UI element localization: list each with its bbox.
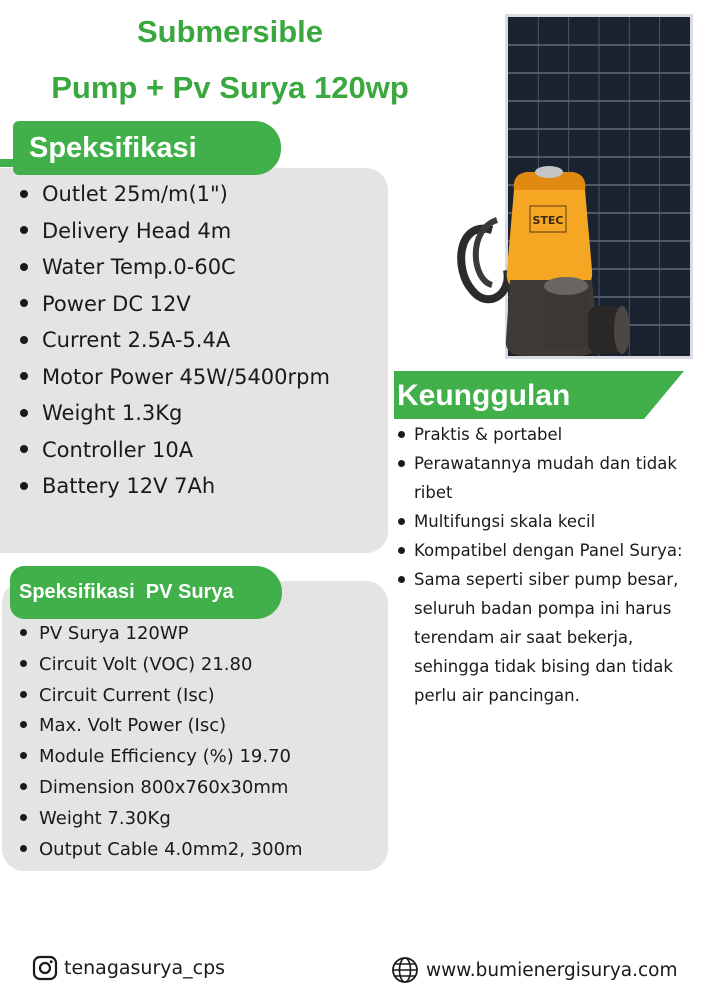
list-item: Water Temp.0-60C <box>16 249 330 286</box>
bullet-icon <box>398 460 405 467</box>
bullet-icon <box>20 226 28 234</box>
spec-list <box>16 176 330 505</box>
pump-image <box>452 160 632 370</box>
bullet-icon <box>20 721 27 728</box>
list-item: Current 2.5A-5.4A <box>16 322 330 359</box>
bullet-icon <box>20 445 28 453</box>
pv-spec-heading: Speksifikasi PV Surya <box>10 566 282 619</box>
list-item: Dimension 800x760x30mm <box>16 773 303 804</box>
bullet-icon <box>20 660 27 667</box>
instagram-link[interactable] <box>32 955 225 981</box>
bullet-icon <box>20 814 27 821</box>
website-url: www.bumienergisurya.com <box>426 959 678 981</box>
spec-header-tick <box>0 159 13 167</box>
spec-heading: Speksifikasi <box>13 121 281 175</box>
bullet-icon <box>20 629 27 636</box>
globe-icon <box>390 955 420 985</box>
list-item: Outlet 25m/m(1") <box>16 176 330 213</box>
list-item: Motor Power 45W/5400rpm <box>16 359 330 396</box>
bullet-icon <box>20 482 28 490</box>
bullet-icon <box>398 547 405 554</box>
list-item: Circuit Current (Isc) <box>16 681 303 712</box>
bullet-icon <box>20 299 28 307</box>
list-item: Delivery Head 4m <box>16 213 330 250</box>
bullet-icon <box>20 783 27 790</box>
bullet-icon <box>20 372 28 380</box>
bullet-icon <box>20 190 28 198</box>
pump-brand-label: STEC <box>532 214 564 227</box>
list-item: PV Surya 120WP <box>16 619 303 650</box>
list-item: Kompatibel dengan Panel Surya: <box>396 536 707 565</box>
instagram-handle: tenagasurya_cps <box>64 957 226 979</box>
list-item: Max. Volt Power (Isc) <box>16 711 303 742</box>
list-item: Perawatannya mudah dan tidak ribet <box>396 449 707 507</box>
title-line-2: Pump + Pv Surya 120wp <box>51 70 409 105</box>
bullet-icon <box>398 431 405 438</box>
list-item: Weight 7.30Kg <box>16 804 303 835</box>
title-line-1: Submersible <box>136 14 324 49</box>
list-item: Weight 1.3Kg <box>16 395 330 432</box>
pv-spec-list <box>16 619 303 865</box>
bullet-icon <box>20 336 28 344</box>
list-item: Circuit Volt (VOC) 21.80 <box>16 650 303 681</box>
bullet-icon <box>20 263 28 271</box>
bullet-icon <box>20 752 27 759</box>
list-item: Sama seperti siber pump besar, seluruh badan pompa ini harus terendam air saat bekerja, sehingga tidak bising dan tidak perlu air pancingan. <box>396 565 707 710</box>
list-item: Output Cable 4.0mm2, 300m <box>16 835 303 866</box>
bullet-icon <box>20 409 28 417</box>
list-item: Controller 10A <box>16 432 330 469</box>
list-item: Battery 12V 7Ah <box>16 468 330 505</box>
bullet-icon <box>398 576 405 583</box>
bullet-icon <box>20 845 27 852</box>
list-item: Module Efficiency (%) 19.70 <box>16 742 303 773</box>
list-item: Multifungsi skala kecil <box>396 507 707 536</box>
bullet-icon <box>398 518 405 525</box>
advantages-heading: Keunggulan <box>394 371 684 419</box>
advantages-list <box>396 420 707 710</box>
website-link[interactable] <box>390 955 678 985</box>
list-item: Power DC 12V <box>16 286 330 323</box>
list-item: Praktis & portabel <box>396 420 707 449</box>
instagram-icon <box>32 955 58 981</box>
bullet-icon <box>20 691 27 698</box>
